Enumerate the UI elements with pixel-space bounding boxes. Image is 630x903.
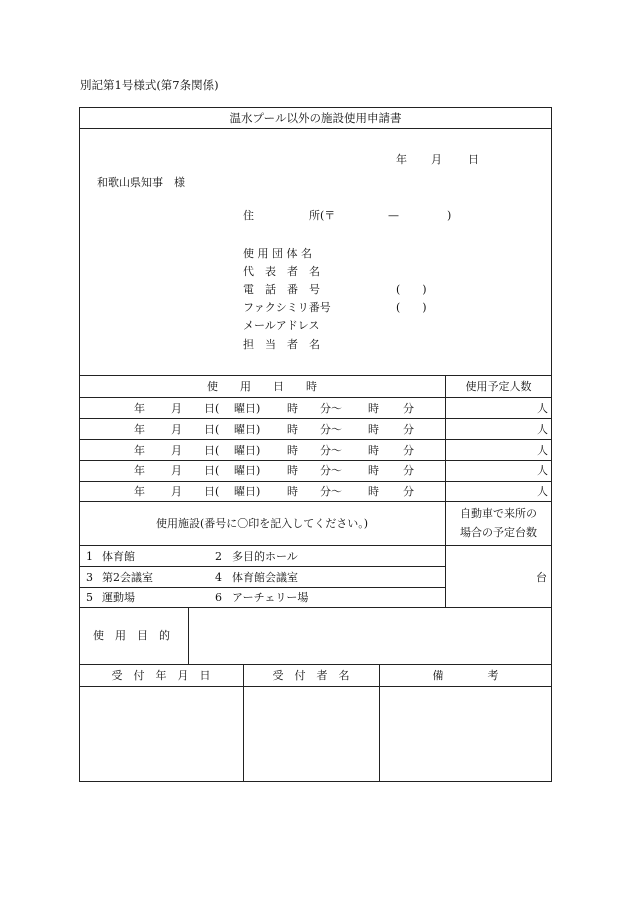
- row-end-minute: 分: [403, 444, 414, 457]
- reception-header-divider: [79, 686, 552, 687]
- facility-5-number: 5: [86, 591, 93, 604]
- row-person-unit: 人: [537, 444, 548, 457]
- representative-label: 代 表 者 名: [243, 265, 320, 278]
- row-start-minute: 分～: [320, 423, 342, 436]
- facility-1-number: 1: [86, 550, 93, 563]
- reception-date-header: 受 付 年 月 日: [111, 669, 211, 682]
- count-header: 使用予定人数: [465, 380, 532, 393]
- facility-header-divider: [79, 545, 552, 546]
- count-column-divider: [445, 375, 446, 607]
- row-day: 日(: [204, 423, 220, 436]
- facility-3-number: 3: [86, 571, 93, 584]
- row-start-hour: 時: [287, 423, 298, 436]
- schedule-row-divider: [79, 481, 552, 482]
- row-year: 年: [134, 464, 145, 477]
- title-divider: [79, 128, 552, 129]
- row-end-minute: 分: [403, 485, 414, 498]
- row-weekday: 曜日): [234, 444, 261, 457]
- schedule-row-divider: [79, 460, 552, 461]
- postal-dash: —: [388, 209, 399, 222]
- row-start-minute: 分～: [320, 444, 342, 457]
- row-year: 年: [134, 402, 145, 415]
- row-end-minute: 分: [403, 423, 414, 436]
- facility-row-divider: [79, 587, 445, 588]
- schedule-end-divider: [79, 501, 552, 502]
- remarks-header: 備 考: [432, 669, 499, 682]
- row-day: 日(: [204, 485, 220, 498]
- row-end-hour: 時: [368, 402, 379, 415]
- purpose-label: 使 用 目 的: [93, 629, 170, 642]
- row-person-unit: 人: [537, 464, 548, 477]
- row-end-hour: 時: [368, 485, 379, 498]
- row-start-hour: 時: [287, 444, 298, 457]
- date-month-label: 月: [431, 153, 442, 166]
- facility-header: 使用施設(番号に〇印を記入してください。): [155, 517, 369, 530]
- row-month: 月: [171, 485, 182, 498]
- address-label: 住 所(〒: [243, 209, 336, 222]
- facility-6-number: 6: [215, 591, 222, 604]
- date-day-label: 日: [468, 153, 479, 166]
- postal-close: ): [447, 209, 452, 222]
- reception-person-header: 受 付 者 名: [272, 669, 350, 682]
- row-weekday: 曜日): [234, 402, 261, 415]
- row-end-hour: 時: [368, 423, 379, 436]
- contact-person-label: 担 当 者 名: [243, 338, 320, 351]
- schedule-header: 使 用 日 時: [207, 380, 317, 393]
- purpose-divider: [79, 664, 552, 665]
- form-label: 別記第1号様式(第7条関係): [80, 78, 219, 92]
- facility-row-divider: [79, 566, 445, 567]
- email-label: メールアドレス: [243, 319, 320, 332]
- row-start-minute: 分～: [320, 464, 342, 477]
- addressee: 和歌山県知事 様: [97, 176, 185, 189]
- car-header-line2: 場合の予定台数: [460, 526, 537, 539]
- row-day: 日(: [204, 464, 220, 477]
- schedule-row-divider: [79, 418, 552, 419]
- row-end-hour: 時: [368, 464, 379, 477]
- row-month: 月: [171, 444, 182, 457]
- purpose-column-divider: [188, 607, 189, 664]
- group-name-label: 使 用 団 体 名: [243, 247, 312, 260]
- facility-3-name: 第2会議室: [102, 571, 153, 584]
- row-weekday: 曜日): [234, 464, 261, 477]
- row-year: 年: [134, 423, 145, 436]
- reception-column-divider: [379, 664, 380, 782]
- row-start-minute: 分～: [320, 485, 342, 498]
- facility-5-name: 運動場: [102, 591, 135, 604]
- facility-4-name: 体育館会議室: [232, 571, 298, 584]
- row-start-hour: 時: [287, 464, 298, 477]
- facility-2-name: 多目的ホール: [232, 550, 298, 563]
- row-month: 月: [171, 464, 182, 477]
- row-person-unit: 人: [537, 402, 548, 415]
- reception-column-divider: [243, 664, 244, 782]
- facility-4-number: 4: [215, 571, 222, 584]
- schedule-header-divider: [79, 397, 552, 398]
- car-unit: 台: [536, 571, 547, 584]
- facility-2-number: 2: [215, 550, 222, 563]
- phone-areacode: ( ): [396, 283, 427, 296]
- row-person-unit: 人: [537, 423, 548, 436]
- row-year: 年: [134, 444, 145, 457]
- row-end-hour: 時: [368, 444, 379, 457]
- car-header-line1: 自動車で来所の: [460, 507, 537, 520]
- row-weekday: 曜日): [234, 485, 261, 498]
- row-start-hour: 時: [287, 485, 298, 498]
- row-start-hour: 時: [287, 402, 298, 415]
- schedule-row-divider: [79, 439, 552, 440]
- applicant-divider: [79, 375, 552, 376]
- facility-1-name: 体育館: [102, 550, 135, 563]
- phone-label: 電 話 番 号: [243, 283, 320, 296]
- row-end-minute: 分: [403, 402, 414, 415]
- row-day: 日(: [204, 444, 220, 457]
- row-month: 月: [171, 423, 182, 436]
- date-year-label: 年: [396, 153, 407, 166]
- fax-areacode: ( ): [396, 301, 427, 314]
- facility-6-name: アーチェリー場: [232, 591, 309, 604]
- row-year: 年: [134, 485, 145, 498]
- form-title: 温水プール以外の施設使用申請書: [229, 111, 402, 125]
- fax-label: ファクシミリ番号: [243, 301, 331, 314]
- row-end-minute: 分: [403, 464, 414, 477]
- row-day: 日(: [204, 402, 220, 415]
- row-weekday: 曜日): [234, 423, 261, 436]
- row-month: 月: [171, 402, 182, 415]
- facility-end-divider: [79, 607, 552, 608]
- row-person-unit: 人: [537, 485, 548, 498]
- row-start-minute: 分～: [320, 402, 342, 415]
